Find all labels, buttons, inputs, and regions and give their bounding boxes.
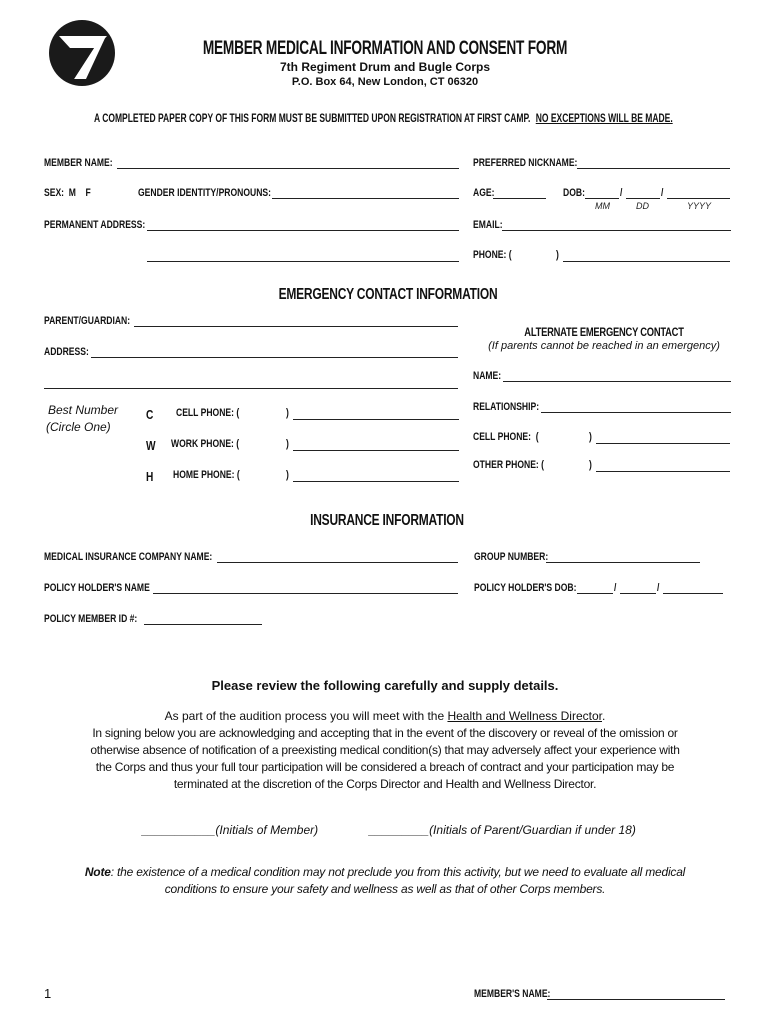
home-phone-label: HOME PHONE: (	[173, 469, 240, 481]
member-id-field[interactable]	[144, 624, 262, 625]
holder-dob-day-field[interactable]	[620, 593, 656, 594]
cell-paren-close: )	[286, 407, 289, 419]
review-heading: Please review the following carefully and supply details.	[211, 678, 559, 693]
submission-notice	[94, 113, 673, 125]
best-home-option[interactable]: H	[146, 469, 154, 484]
dob-mm-hint: MM	[595, 201, 610, 211]
review-line-3: otherwise absence of notification of a preexisting medical condition(s) that may adversely affect your experience with	[90, 743, 680, 757]
note-text: : the existence of a medical condition may not preclude you from this activity, but we need to evaluate all medical	[110, 865, 686, 879]
review-line-1-text: As part of the audition process you will meet with the	[164, 709, 448, 723]
gender-label: GENDER IDENTITY/PRONOUNS:	[138, 187, 272, 199]
notice-text: A COMPLETED PAPER COPY OF THIS FORM MUST BE SUBMITTED UPON REGISTRATION AT FIRST CAMP.	[94, 113, 531, 125]
member-id-label: POLICY MEMBER ID #:	[44, 613, 138, 625]
note-label: Note	[84, 865, 111, 879]
alt-name-label: NAME:	[473, 370, 502, 382]
emergency-address-label: ADDRESS:	[44, 346, 89, 358]
insurance-company-field[interactable]	[217, 562, 458, 563]
guardian-label: PARENT/GUARDIAN:	[44, 315, 131, 327]
group-number-field[interactable]	[546, 562, 700, 563]
alt-name-field[interactable]	[503, 381, 731, 382]
dob-day-field[interactable]	[626, 198, 660, 199]
insurance-heading: INSURANCE INFORMATION	[310, 512, 464, 529]
alternate-contact-note: (If parents cannot be reached in an emergency)	[488, 340, 720, 352]
logo-seven-emblem	[48, 19, 116, 87]
sex-label: SEX: M F	[44, 187, 91, 199]
holder-dob-year-field[interactable]	[663, 593, 723, 594]
alt-cell-label: CELL PHONE: (	[473, 431, 539, 443]
home-phone-field[interactable]	[293, 481, 459, 482]
note-paragraph	[35, 865, 735, 879]
phone-paren-close: )	[556, 249, 559, 261]
best-cell-option[interactable]: C	[146, 407, 154, 422]
member-name-field[interactable]	[117, 168, 459, 169]
corps-logo	[48, 19, 116, 87]
best-number-label: Best Number	[48, 403, 119, 417]
dob-slash-2: /	[661, 187, 664, 199]
age-field[interactable]	[493, 198, 546, 199]
review-line-1-end: .	[602, 709, 606, 723]
alt-other-paren-close: )	[589, 459, 592, 471]
cell-phone-field[interactable]	[293, 419, 459, 420]
permanent-address-field-1[interactable]	[147, 230, 459, 231]
age-label: AGE:	[473, 187, 495, 199]
guardian-field[interactable]	[134, 326, 458, 327]
holder-dob-slash-1: /	[614, 582, 617, 594]
initials-parent-field[interactable]: _________(Initials of Parent/Guardian if under 18)	[369, 823, 636, 837]
dob-slash-1: /	[620, 187, 623, 199]
email-field[interactable]	[502, 230, 731, 231]
review-line-2: In signing below you are acknowledging and accepting that in the event of the discovery or reveal of the omission or	[92, 726, 678, 740]
nickname-field[interactable]	[577, 168, 730, 169]
form-subtitle: 7th Regiment Drum and Bugle Corps	[279, 60, 491, 74]
alt-cell-paren-close: )	[589, 431, 592, 443]
dob-month-field[interactable]	[585, 198, 619, 199]
page-number: 1	[44, 986, 52, 1001]
emergency-address-field-2[interactable]	[44, 388, 458, 389]
dob-label: DOB:	[563, 187, 585, 199]
alt-other-field[interactable]	[596, 471, 730, 472]
alternate-contact-heading: ALTERNATE EMERGENCY CONTACT	[524, 325, 684, 339]
work-phone-field[interactable]	[293, 450, 459, 451]
best-work-option[interactable]: W	[146, 438, 156, 453]
notice-emphasis: NO EXCEPTIONS WILL BE MADE.	[535, 113, 673, 125]
footer-members-name-label: MEMBER'S NAME:	[474, 988, 551, 1000]
work-phone-label: WORK PHONE: (	[171, 438, 240, 450]
nickname-label: PREFERRED NICKNAME:	[473, 157, 578, 169]
circle-one-label: (Circle One)	[46, 420, 111, 434]
org-address: P.O. Box 64, New London, CT 06320	[291, 76, 479, 88]
permanent-address-label: PERMANENT ADDRESS:	[44, 219, 146, 231]
home-paren-close: )	[286, 469, 289, 481]
form-title: MEMBER MEDICAL INFORMATION AND CONSENT FORM	[202, 38, 568, 59]
policy-holder-field[interactable]	[153, 593, 458, 594]
holder-dob-month-field[interactable]	[577, 593, 613, 594]
work-paren-close: )	[286, 438, 289, 450]
alt-other-label: OTHER PHONE: (	[473, 459, 545, 471]
group-number-label: GROUP NUMBER:	[474, 551, 549, 563]
phone-label: PHONE: (	[473, 249, 512, 261]
alt-relationship-label: RELATIONSHIP:	[473, 401, 540, 413]
review-line-4: the Corps and thus your full tour participation will be considered a breach of contract and your participation may be	[95, 760, 675, 774]
policy-holder-label: POLICY HOLDER'S NAME	[44, 582, 150, 594]
holder-dob-slash-2: /	[657, 582, 660, 594]
cell-phone-label: CELL PHONE: (	[176, 407, 240, 419]
emergency-heading: EMERGENCY CONTACT INFORMATION	[278, 286, 498, 303]
phone-field[interactable]	[563, 261, 730, 262]
dob-yyyy-hint: YYYY	[687, 201, 712, 211]
dob-year-field[interactable]	[667, 198, 730, 199]
note-paragraph-2: conditions to ensure your safety and wellness as well as that of other Corps members.	[164, 882, 606, 896]
health-wellness-director-link[interactable]: Health and Wellness Director	[447, 709, 602, 723]
dob-dd-hint: DD	[636, 201, 649, 211]
member-name-label: MEMBER NAME:	[44, 157, 113, 169]
emergency-address-field-1[interactable]	[91, 357, 458, 358]
alt-cell-field[interactable]	[596, 443, 730, 444]
insurance-company-label: MEDICAL INSURANCE COMPANY NAME:	[44, 551, 213, 563]
review-line-5: terminated at the discretion of the Corps Director and Health and Wellness Director.	[173, 777, 597, 791]
footer-members-name-field[interactable]	[547, 999, 725, 1000]
email-label: EMAIL:	[473, 219, 503, 231]
initials-member-field[interactable]: ___________(Initials of Member)	[142, 823, 319, 837]
gender-field[interactable]	[272, 198, 459, 199]
review-line-1	[35, 709, 735, 723]
policy-holder-dob-label: POLICY HOLDER'S DOB:	[474, 582, 577, 594]
alt-relationship-field[interactable]	[541, 412, 731, 413]
permanent-address-field-2[interactable]	[147, 261, 459, 262]
